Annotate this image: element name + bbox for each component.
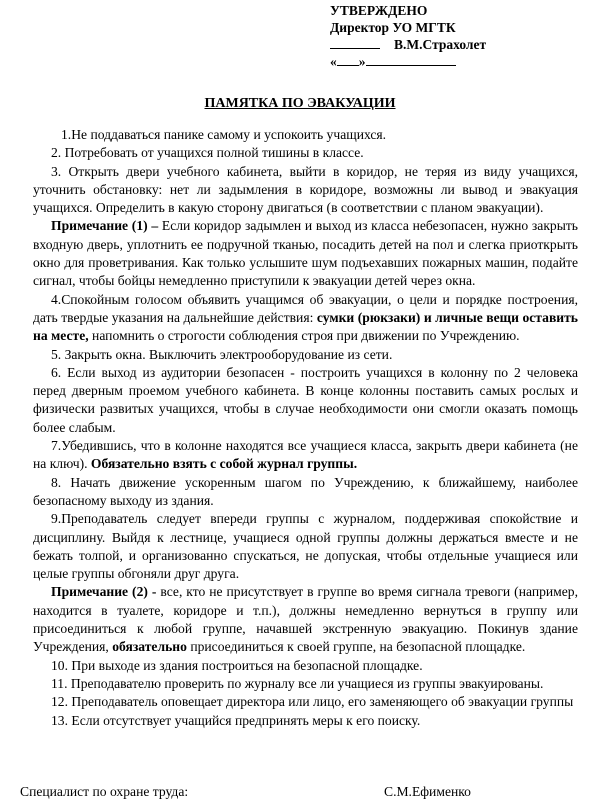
item-7-emphasis: Обязательно взять с собой журнал группы. (90, 456, 358, 472)
item-9: 9.Преподаватель следует впереди группы с журналом, поддерживая спокойствие и дисциплину. Выйдя к лестнице, учащиеся одной группы должны держаться вместе и не бежать толпой, и организованно спускаться, не допуская, чтобы отдельные учащиеся или целые группы обгоняли друг друга. (33, 511, 578, 582)
date-close-quote: » (358, 54, 366, 69)
document-body (33, 126, 578, 730)
note-1-text: Если коридор задымлен и выход из класса небезопасен, нужно закрыть входную дверь, уплотнить ее подручной тканью, посадить детей на пол и слегка приоткрыть окно для проветривания. Как только услышите шум подъехавших пожарных машин, подайте сигнал, чтобы бойцы немедленно приступили к эвакуации детей через окна. (33, 218, 579, 289)
note-2-emphasis: обязательно (112, 639, 187, 655)
item-11: 11. Преподавателю проверить по журналу все ли учащиеся из группы эвакуированы. (51, 675, 544, 691)
date-open-quote: « (330, 54, 337, 69)
approval-name: В.М.Страхолет (394, 37, 487, 52)
date-day-blank (337, 53, 359, 66)
item-8: 8. Начать движение ускоренным шагом по Учреждению, к ближайшему, наиболее безопасному выходу из здания. (33, 474, 578, 508)
item-10: 10. При выходе из здания построиться на безопасной площадке. (51, 657, 423, 673)
approval-heading: УТВЕРЖДЕНО (330, 3, 428, 18)
date-month-blank (366, 53, 456, 66)
note-1-label: Примечание (1) – (51, 218, 159, 234)
item-1: 1.Не поддаваться панике самому и успокоить учащихся. (61, 127, 387, 142)
item-4-emphasis: сумки (рюкзаки) и личные вещи оставить на месте, (33, 309, 578, 344)
item-6: 6. Если выход из аудитории безопасен - построить учащихся в колонну по 2 человека перед дверным проемом учебного кабинета. В конце колонны поставить самых рослых и физически развитых учащихся, чтобы в случае необходимости они смогли оказать помощь более слабым. (33, 364, 578, 435)
item-13: 13. Если отсутствует учащийся предпринять меры к его поиску. (51, 712, 421, 728)
footer-position: Специалист по охране труда: (20, 784, 189, 799)
item-2: 2. Потребовать от учащихся полной тишины в классе. (51, 145, 364, 161)
item-12: 12. Преподаватель оповещает директора или лицо, его заменяющего об эвакуации группы (51, 694, 574, 710)
item-4: 4.Спокойным голосом объявить учащимся об эвакуации, о цели и порядке построения, дать твердые указания на дальнейшие действия: сумки (рюкзаки) и личные вещи оставить на месте, напомнить о строгости соблюдения строя при движении по Учреждению. (33, 291, 578, 344)
footer-name: С.М.Ефименко (384, 784, 471, 799)
signature-blank (330, 36, 380, 49)
approval-signature-line (330, 36, 486, 53)
approval-position: Директор УО МГТК (330, 20, 456, 35)
item-3: 3. Открыть двери учебного кабинета, выйти в коридор, не теряя из виду учащихся, уточнить обстановку: нет ли задымления в коридоре, возможны ли вывод и эвакуация учащихся. Определить в какую сторону двигаться (в соответствии с планом эвакуации). (33, 163, 578, 216)
note-1 (33, 217, 578, 290)
note-2-label: Примечание (2) - (51, 584, 157, 600)
approval-block (330, 2, 486, 70)
item-5: 5. Закрыть окна. Выключить электрооборудование из сети. (51, 346, 393, 362)
approval-date-line (330, 53, 486, 70)
note-2: Примечание (2) - все, кто не присутствует в группе во время сигнала тревоги (например, находится в туалете, коридоре и т.п.), должны немедленно вернуться в группу или присоединиться к любой группе, начавшей экстренную эвакуацию. Покинув здание Учреждения, обязательно присоединиться к своей группе, на безопасной площадке. (33, 584, 579, 655)
item-7: 7.Убедившись, что в колонне находятся все учащиеся класса, закрыть двери кабинета (не на ключ). Обязательно взять с собой журнал группы. (33, 438, 578, 472)
document-title: ПАМЯТКА ПО ЭВАКУАЦИИ (204, 96, 396, 111)
